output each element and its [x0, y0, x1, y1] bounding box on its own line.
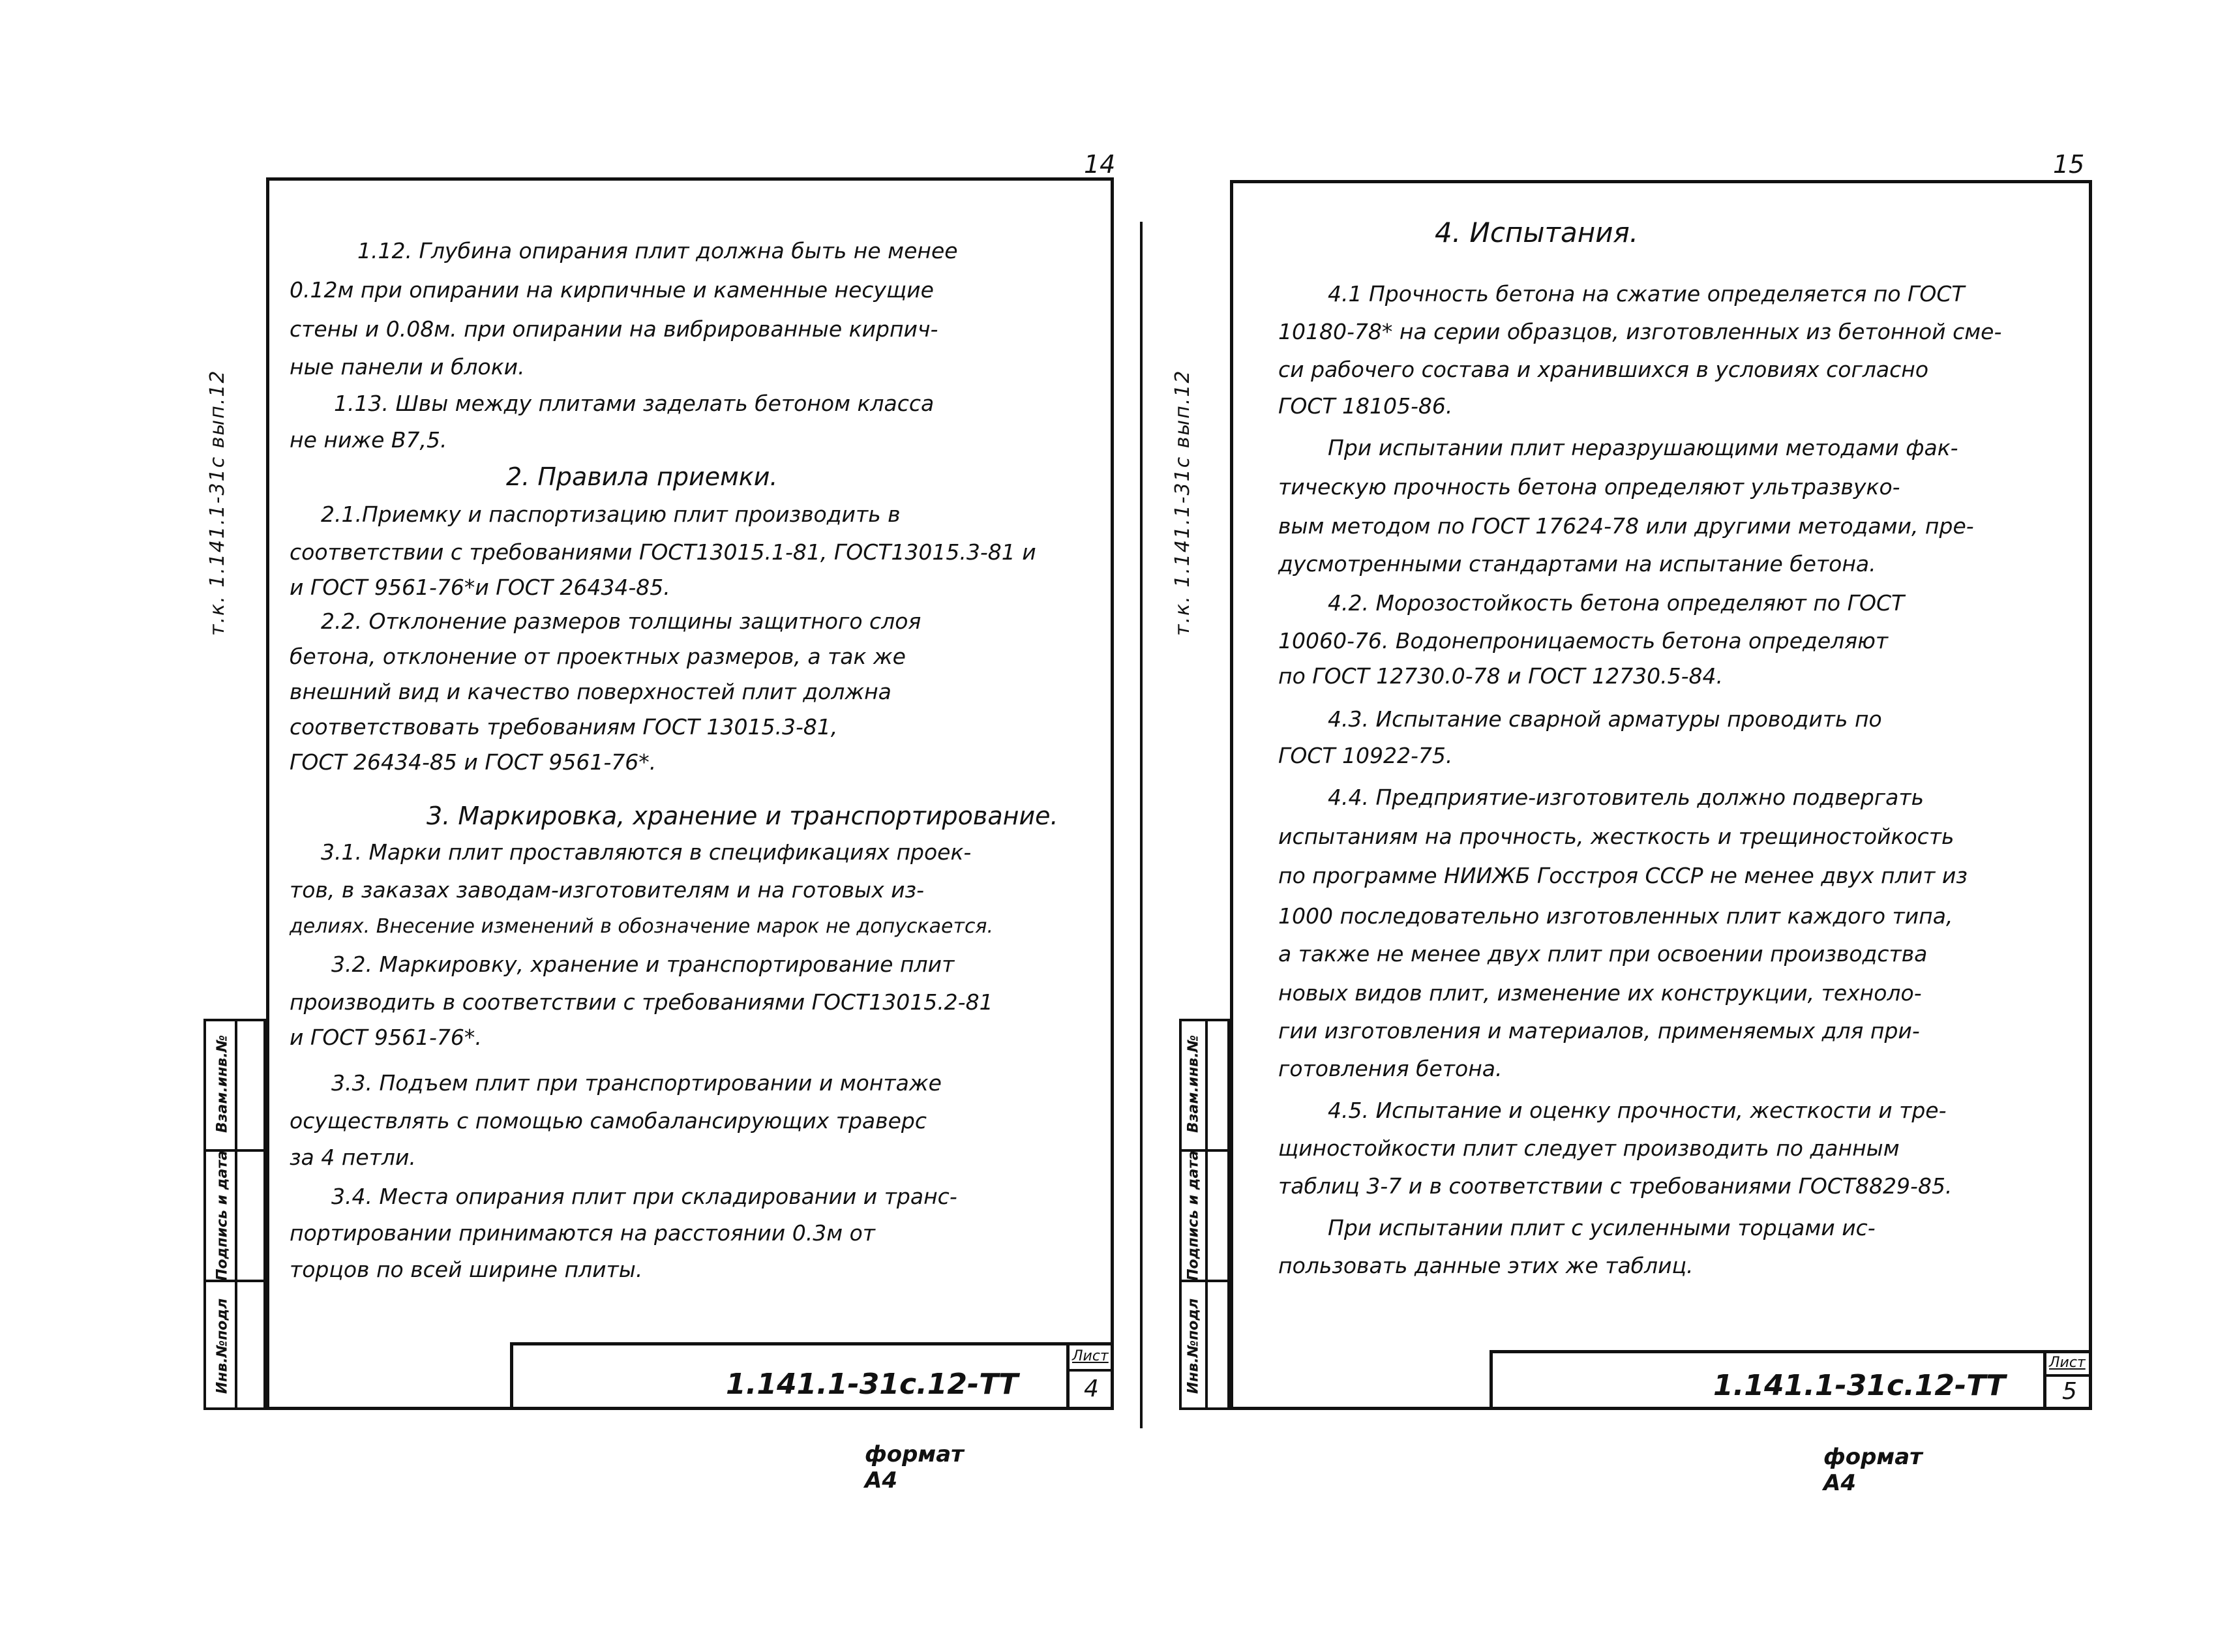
text-line: соответствии с требованиями ГОСТ13015.1-81, ГОСТ13015.3-81 и: [290, 539, 1036, 565]
text-line: 1.13. Швы между плитами заделать бетоном класса: [334, 391, 935, 416]
stamp-label: Подпись и дата: [214, 1150, 231, 1281]
sheet-box: [2043, 1353, 2089, 1407]
sheet-label: Лист: [1072, 1348, 1109, 1364]
text-line: При испытании плит с усиленными торцами ис-: [1328, 1215, 1876, 1240]
text-line: осуществлять с помощью самобалансирующих траверс: [290, 1108, 927, 1134]
text-line: испытаниям на прочность, жесткость и трещиностойкость: [1278, 824, 1954, 849]
text-line: ГОСТ 18105-86.: [1278, 393, 1453, 419]
text-line: 4.3. Испытание сварной арматуры проводить по: [1328, 706, 1882, 732]
text-line: 3.1. Марки плит проставляются в спецификациях проек-: [321, 839, 972, 865]
text-line: 4.2. Морозостойкость бетона определяют по ГОСТ: [1328, 590, 1905, 616]
center-divider: [1140, 222, 1143, 1428]
document-code: 1.141.1-31с.12-ТТ: [726, 1368, 1019, 1401]
text-line: дусмотренными стандартами на испытание бетона.: [1278, 551, 1876, 577]
section-heading: 4. Испытания.: [1435, 217, 1639, 248]
text-line: ные панели и блоки.: [290, 354, 525, 380]
text-line: торцов по всей ширине плиты.: [290, 1257, 643, 1282]
stamp-label: Взам.инв.№: [1185, 1034, 1202, 1134]
stamp-label: Инв.№подл: [214, 1298, 231, 1394]
stamp-label: Взам.инв.№: [214, 1034, 231, 1134]
text-line: таблиц 3-7 и в соответствии с требованиями ГОСТ8829-85.: [1278, 1173, 1953, 1199]
text-line: внешний вид и качество поверхностей плит должна: [290, 679, 891, 704]
text-line: ГОСТ 10922-75.: [1278, 743, 1453, 768]
text-line: 3.2. Маркировку, хранение и транспортирование плит: [331, 952, 955, 977]
left-page-number: 14: [1084, 150, 1116, 179]
right-page-number: 15: [2053, 150, 2085, 179]
text-line: 1.12. Глубина опирания плит должна быть не менее: [357, 238, 958, 263]
text-line: пользовать данные этих же таблиц.: [1278, 1253, 1694, 1278]
text-line: и ГОСТ 9561-76*.: [290, 1025, 482, 1050]
text-line: 4.4. Предприятие-изготовитель должно подвергать: [1328, 785, 1924, 810]
text-line: готовления бетона.: [1278, 1056, 1503, 1081]
text-line: и ГОСТ 9561-76*и ГОСТ 26434-85.: [290, 575, 670, 600]
text-line: 1000 последовательно изготовленных плит каждого типа,: [1278, 903, 1953, 929]
text-line: стены и 0.08м. при опирании на вибрированные кирпич-: [290, 316, 938, 342]
right-stamp-column: [1179, 1019, 1230, 1410]
text-line: 2.1.Приемку и паспортизацию плит производить в: [321, 502, 901, 527]
document-code: 1.141.1-31с.12-ТТ: [1713, 1369, 2006, 1402]
stamp-label: Инв.№подл: [1185, 1298, 1202, 1394]
text-line: 10060-76. Водонепроницаемость бетона определяют: [1278, 628, 1889, 653]
text-line: 4.1 Прочность бетона на сжатие определяется по ГОСТ: [1328, 281, 1965, 307]
section-heading: 3. Маркировка, хранение и транспортирование.: [427, 802, 1058, 830]
text-line: новых видов плит, изменение их конструкции, техноло-: [1278, 980, 1922, 1006]
text-line: бетона, отклонение от проектных размеров, а так же: [290, 644, 906, 669]
right-title-block: [1490, 1350, 2092, 1410]
text-line: си рабочего состава и хранившихся в условиях согласно: [1278, 357, 1929, 382]
text-line: 2.2. Отклонение размеров толщины защитного слоя: [321, 608, 921, 634]
sheet-box: [1066, 1345, 1111, 1407]
sheet-label: Лист: [2049, 1355, 2086, 1371]
left-side-code: т.к. 1.141.1-31с вып.12: [206, 369, 229, 636]
text-line: портировании принимаются на расстоянии 0.3м от: [290, 1220, 875, 1246]
sheet-number: 5: [2062, 1378, 2077, 1405]
sheet-number: 4: [1084, 1375, 1099, 1402]
text-line: не ниже В7,5.: [290, 427, 447, 453]
text-line: за 4 петли.: [290, 1145, 416, 1170]
left-format-label: формат А4: [865, 1441, 964, 1494]
text-line: соответствовать требованиям ГОСТ 13015.3-81,: [290, 714, 838, 740]
text-line: 3.4. Места опирания плит при складировании и транс-: [331, 1184, 957, 1209]
text-line: щиностойкости плит следует производить по данным: [1278, 1135, 1900, 1161]
text-line: тическую прочность бетона определяют ультразвуко-: [1278, 474, 1900, 500]
text-line: по программе НИИЖБ Госстроя СССР не менее двух плит из: [1278, 863, 1968, 888]
text-line: делиях. Внесение изменений в обозначение марок не допускается.: [290, 915, 994, 938]
right-format-label: формат А4: [1823, 1444, 1923, 1496]
text-line: гии изготовления и материалов, применяемых для при-: [1278, 1018, 1920, 1044]
text-line: тов, в заказах заводам-изготовителям и на готовых из-: [290, 877, 925, 903]
text-line: вым методом по ГОСТ 17624-78 или другими методами, пре-: [1278, 513, 1974, 539]
text-line: а также не менее двух плит при освоении производства: [1278, 941, 1928, 967]
text-line: ГОСТ 26434-85 и ГОСТ 9561-76*.: [290, 749, 657, 775]
text-line: производить в соответствии с требованиями ГОСТ13015.2-81: [290, 989, 993, 1015]
right-side-code: т.к. 1.141.1-31с вып.12: [1171, 369, 1194, 636]
text-line: 4.5. Испытание и оценку прочности, жесткости и тре-: [1328, 1098, 1947, 1123]
section-heading: 2. Правила приемки.: [506, 462, 778, 491]
text-line: 3.3. Подъем плит при транспортировании и монтаже: [331, 1070, 942, 1096]
left-stamp-column: [203, 1019, 266, 1410]
text-line: по ГОСТ 12730.0-78 и ГОСТ 12730.5-84.: [1278, 663, 1723, 689]
text-line: 10180-78* на серии образцов, изготовленных из бетонной сме-: [1278, 319, 2002, 344]
left-title-block: [510, 1342, 1114, 1410]
stamp-label: Подпись и дата: [1185, 1150, 1202, 1281]
text-line: При испытании плит неразрушающими методами фак-: [1328, 435, 1958, 460]
text-line: 0.12м при опирании на кирпичные и каменные несущие: [290, 277, 934, 303]
